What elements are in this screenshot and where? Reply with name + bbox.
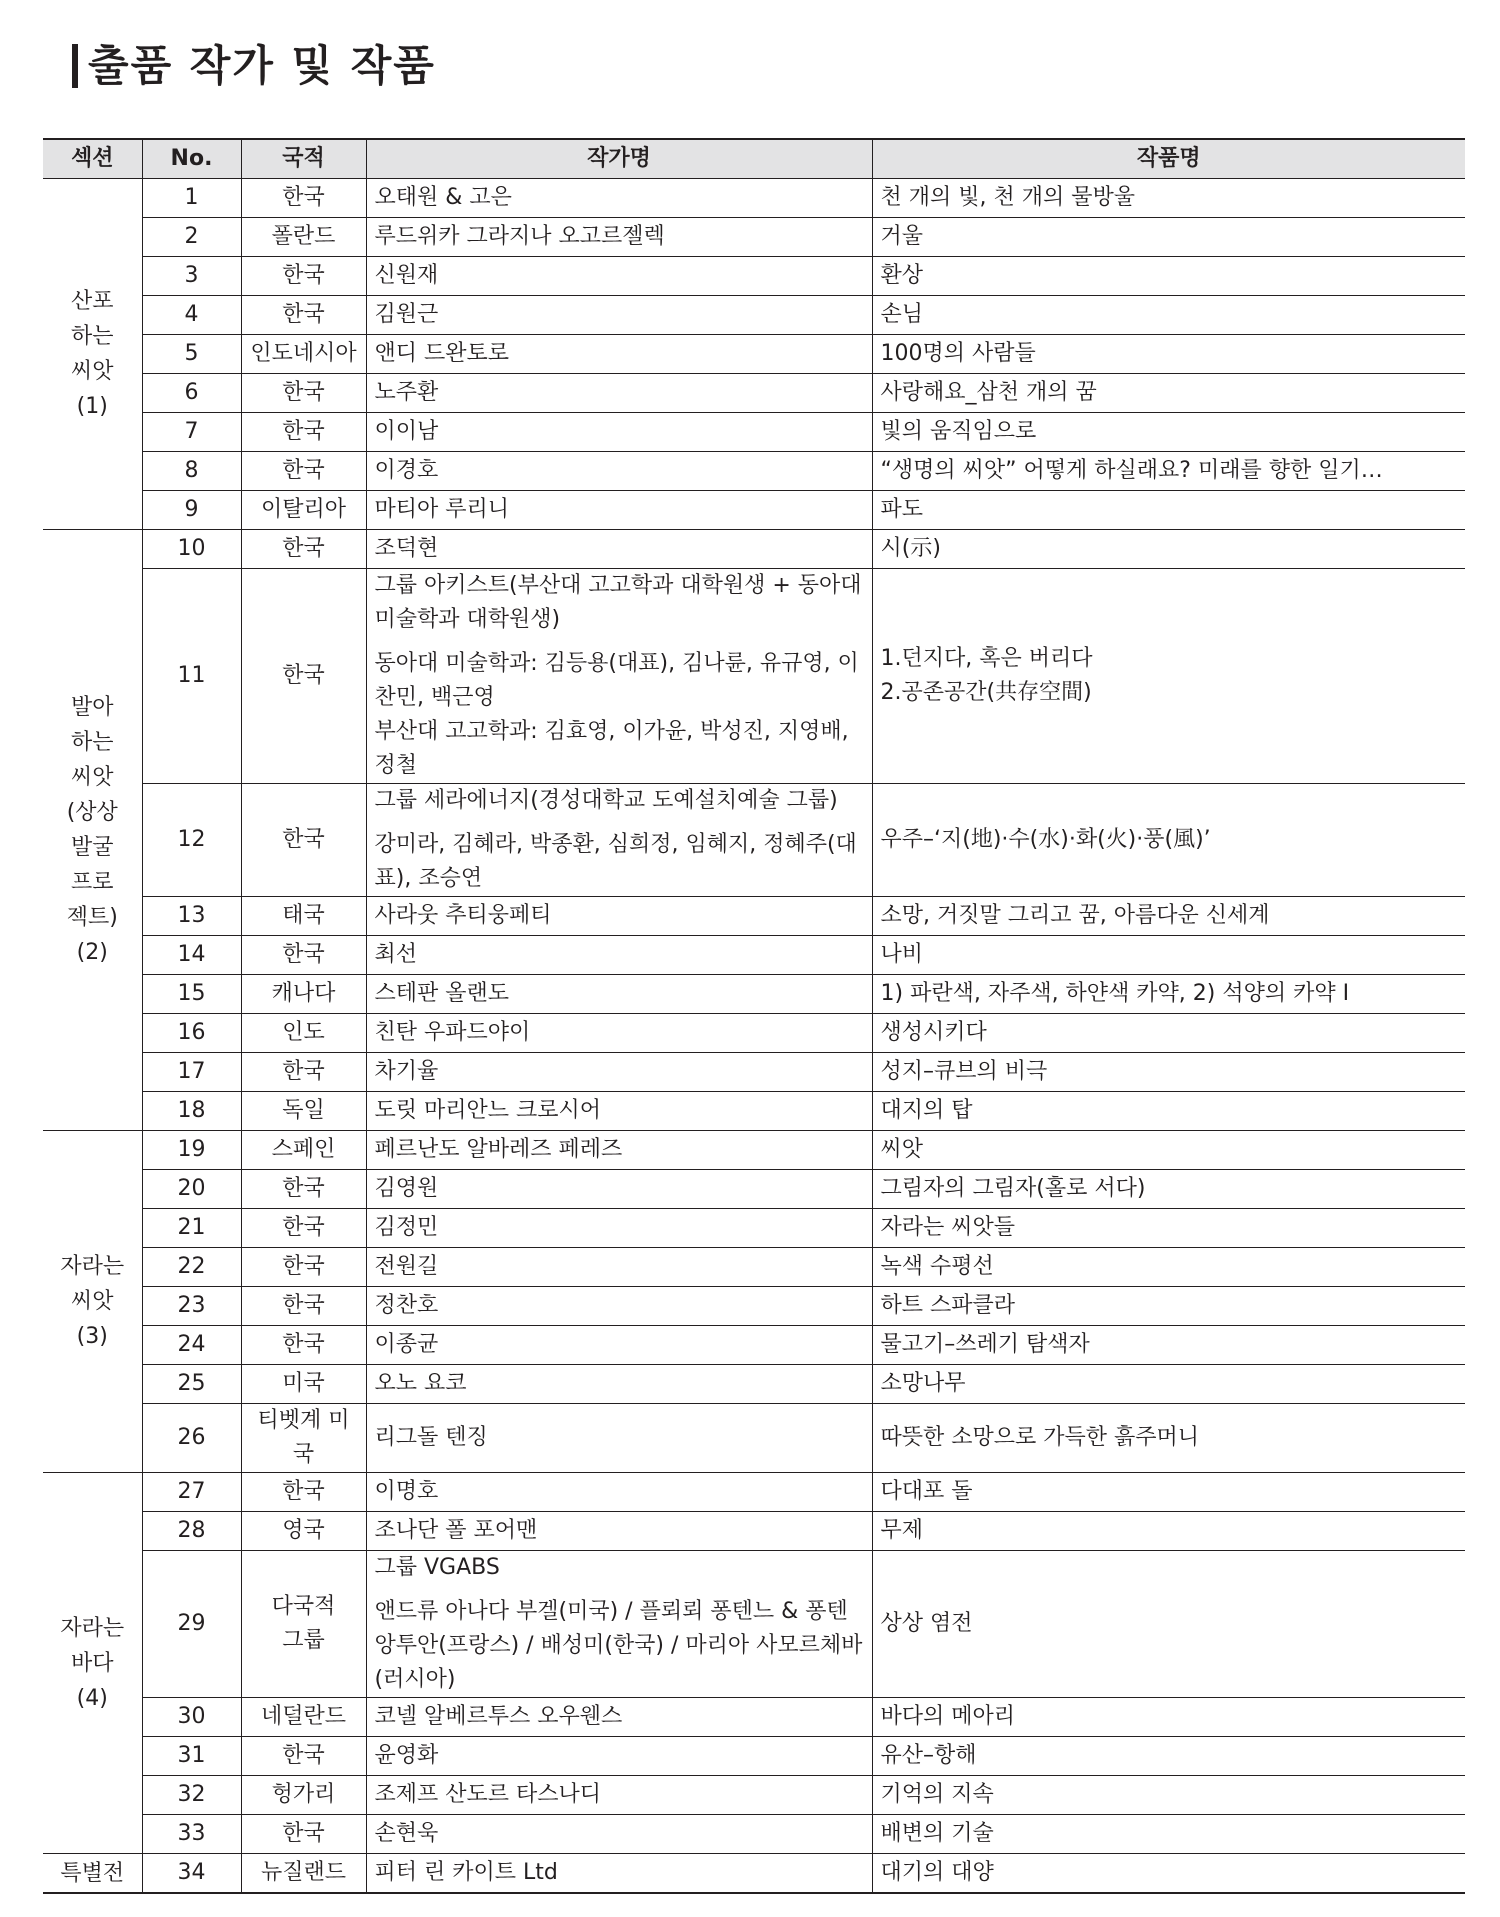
work-title-line: 상상 염전 [880,1611,973,1636]
row-number: 13 [142,897,241,936]
artist-name: 이명호 [366,1473,872,1512]
row-number: 26 [142,1404,241,1473]
nationality: 한국 [241,530,366,569]
row-number: 31 [142,1737,241,1776]
nationality: 한국 [241,1737,366,1776]
table-body [43,179,1465,1894]
nationality: 한국 [241,1815,366,1854]
table-row [43,1473,1465,1512]
row-number: 5 [142,335,241,374]
work-title: 나비 [872,936,1465,975]
work-title: 따뜻한 소망으로 가득한 흙주머니 [872,1404,1465,1473]
work-title: “생명의 씨앗” 어떻게 하실래요? 미래를 향한 일기… [872,452,1465,491]
row-number: 28 [142,1512,241,1551]
table-row [43,1326,1465,1365]
section-label: 발아 하는 씨앗 (상상 발굴 프로 젝트) (2) [43,530,142,1131]
artist-group-name: 그룹 세라에너지(경성대학교 도예설치예술 그룹) [374,788,838,813]
table-row [43,257,1465,296]
table-row [43,1512,1465,1551]
work-title [872,569,1465,784]
row-number: 15 [142,975,241,1014]
row-number: 17 [142,1053,241,1092]
nationality: 영국 [241,1512,366,1551]
nationality: 한국 [241,452,366,491]
table-row [43,296,1465,335]
row-number: 4 [142,296,241,335]
header-row [43,139,1465,179]
artist-member-line: 부산대 고고학과: 김효영, 이가윤, 박성진, 지영배, 정철 [374,719,849,778]
row-number: 1 [142,179,241,218]
table-row [43,1287,1465,1326]
work-title: 생성시키다 [872,1014,1465,1053]
header-artist: 작가명 [366,139,872,179]
nationality: 한국 [241,413,366,452]
row-number: 9 [142,491,241,530]
work-title: 그림자의 그림자(홀로 서다) [872,1170,1465,1209]
artist-name [366,569,872,784]
work-title: 거울 [872,218,1465,257]
row-number: 21 [142,1209,241,1248]
artist-name: 오노 요코 [366,1365,872,1404]
work-title [872,1551,1465,1698]
table-row [43,784,1465,897]
row-number: 30 [142,1698,241,1737]
artist-member-line: 앤드류 아나다 부겔(미국) / 플뢰뢰 퐁텐느 & 퐁텐 앙투안(프랑스) / 배성미(한국) / 마리아 사모르체바(러시아) [374,1599,863,1692]
nationality: 한국 [241,1473,366,1512]
nationality: 태국 [241,897,366,936]
row-number: 19 [142,1131,241,1170]
work-title: 사랑해요_삼천 개의 꿈 [872,374,1465,413]
table-row [43,1365,1465,1404]
table-row [43,530,1465,569]
artist-name: 김정민 [366,1209,872,1248]
work-title: 물고기–쓰레기 탐색자 [872,1326,1465,1365]
artist-name: 이이남 [366,413,872,452]
header-section: 섹션 [43,139,142,179]
table-row [43,569,1465,784]
nationality: 미국 [241,1365,366,1404]
row-number: 7 [142,413,241,452]
table-row [43,1014,1465,1053]
title-bar [72,44,78,88]
nationality: 한국 [241,179,366,218]
row-number: 10 [142,530,241,569]
artist-name: 코넬 알베르투스 오우웬스 [366,1698,872,1737]
section-label: 자라는 바다 (4) [43,1473,142,1854]
artist-name: 루드위카 그라지나 오고르젤렉 [366,218,872,257]
table-row [43,1092,1465,1131]
nationality: 독일 [241,1092,366,1131]
work-title: 바다의 메아리 [872,1698,1465,1737]
page-title [72,36,436,96]
table-row [43,1854,1465,1894]
artist-name: 정찬호 [366,1287,872,1326]
row-number: 18 [142,1092,241,1131]
artist-name: 차기율 [366,1053,872,1092]
artist-name: 조덕현 [366,530,872,569]
artist-name: 피터 린 카이트 Ltd [366,1854,872,1894]
artist-name: 친탄 우파드야이 [366,1014,872,1053]
nationality: 인도네시아 [241,335,366,374]
work-title: 시(示) [872,530,1465,569]
artist-name: 노주환 [366,374,872,413]
nationality: 한국 [241,1209,366,1248]
artist-name [366,784,872,897]
row-number: 3 [142,257,241,296]
table-row [43,1698,1465,1737]
row-number: 12 [142,784,241,897]
row-number: 29 [142,1551,241,1698]
nationality: 한국 [241,1287,366,1326]
artist-name: 윤영화 [366,1737,872,1776]
nationality: 헝가리 [241,1776,366,1815]
work-title [872,784,1465,897]
row-number: 23 [142,1287,241,1326]
artist-name: 마티아 루리니 [366,491,872,530]
table-row [43,1053,1465,1092]
table-row [43,975,1465,1014]
work-title: 무제 [872,1512,1465,1551]
artist-name: 앤디 드완토로 [366,335,872,374]
table-row [43,1131,1465,1170]
artist-name: 리그돌 텐징 [366,1404,872,1473]
works-table [43,138,1465,1894]
work-title: 환상 [872,257,1465,296]
work-title: 소망나무 [872,1365,1465,1404]
page-title-text: 출품 작가 및 작품 [88,41,436,90]
row-number: 32 [142,1776,241,1815]
nationality: 다국적 그룹 [241,1551,366,1698]
work-title: 천 개의 빛, 천 개의 물방울 [872,179,1465,218]
header-no: No. [142,139,241,179]
work-title: 유산–항해 [872,1737,1465,1776]
section-label: 자라는 씨앗 (3) [43,1131,142,1473]
nationality: 티벳계 미국 [241,1404,366,1473]
row-number: 33 [142,1815,241,1854]
artist-name: 이경호 [366,452,872,491]
nationality: 한국 [241,569,366,784]
header-work: 작품명 [872,139,1465,179]
artist-name: 스테판 올랜도 [366,975,872,1014]
row-number: 16 [142,1014,241,1053]
nationality: 한국 [241,936,366,975]
nationality: 스페인 [241,1131,366,1170]
work-title: 다대포 돌 [872,1473,1465,1512]
table-row [43,936,1465,975]
work-title-line: 2.공존공간(共存空間) [880,680,1092,705]
work-title: 배변의 기술 [872,1815,1465,1854]
nationality: 한국 [241,374,366,413]
row-number: 2 [142,218,241,257]
work-title: 대지의 탑 [872,1092,1465,1131]
work-title: 녹색 수평선 [872,1248,1465,1287]
artist-name: 사라웃 추티웅페티 [366,897,872,936]
work-title: 1) 파란색, 자주색, 하얀색 카약, 2) 석양의 카약 Ⅰ [872,975,1465,1014]
work-title: 기억의 지속 [872,1776,1465,1815]
artist-name: 최선 [366,936,872,975]
artist-name: 전원길 [366,1248,872,1287]
nationality: 한국 [241,257,366,296]
row-number: 22 [142,1248,241,1287]
row-number: 14 [142,936,241,975]
row-number: 34 [142,1854,241,1894]
section-label: 특별전 [43,1854,142,1894]
work-title: 빛의 움직임으로 [872,413,1465,452]
artist-group-name: 그룹 아키스트(부산대 고고학과 대학원생 + 동아대 미술학과 대학원생) [374,573,862,632]
artist-group-name: 그룹 VGABS [374,1555,500,1580]
artist-name: 신원재 [366,257,872,296]
nationality: 한국 [241,296,366,335]
table-row [43,413,1465,452]
row-number: 20 [142,1170,241,1209]
table-row [43,1815,1465,1854]
table-row [43,1737,1465,1776]
row-number: 6 [142,374,241,413]
artist-name: 오태원 & 고은 [366,179,872,218]
table-row [43,491,1465,530]
table-row [43,218,1465,257]
header-nation: 국적 [241,139,366,179]
artist-member-line: 동아대 미술학과: 김등용(대표), 김나륜, 유규영, 이찬민, 백근영 [374,651,859,710]
table-row [43,179,1465,218]
table-row [43,374,1465,413]
artist-name: 페르난도 알바레즈 페레즈 [366,1131,872,1170]
table-row [43,1776,1465,1815]
artist-name: 손현욱 [366,1815,872,1854]
artist-name: 조나단 폴 포어맨 [366,1512,872,1551]
row-number: 8 [142,452,241,491]
nationality: 한국 [241,784,366,897]
row-number: 11 [142,569,241,784]
work-title: 소망, 거짓말 그리고 꿈, 아름다운 신세계 [872,897,1465,936]
table-row [43,897,1465,936]
table-row [43,1404,1465,1473]
work-title: 자라는 씨앗들 [872,1209,1465,1248]
nationality: 이탈리아 [241,491,366,530]
nationality: 한국 [241,1326,366,1365]
row-number: 24 [142,1326,241,1365]
work-title-line: 1.던지다, 혹은 버리다 [880,646,1093,671]
table-row [43,1209,1465,1248]
section-label: 산포 하는 씨앗 (1) [43,179,142,530]
artist-member-line: 강미라, 김혜라, 박종환, 심희정, 임혜지, 정혜주(대표), 조승연 [374,832,857,891]
artist-name: 도릿 마리안느 크로시어 [366,1092,872,1131]
work-title: 성지–큐브의 비극 [872,1053,1465,1092]
artist-name: 김원근 [366,296,872,335]
work-title: 손님 [872,296,1465,335]
row-number: 27 [142,1473,241,1512]
table-row [43,335,1465,374]
nationality: 한국 [241,1170,366,1209]
artist-name [366,1551,872,1698]
nationality: 한국 [241,1248,366,1287]
work-title: 대기의 대양 [872,1854,1465,1894]
nationality: 인도 [241,1014,366,1053]
work-title: 씨앗 [872,1131,1465,1170]
artist-name: 김영원 [366,1170,872,1209]
artist-name: 이종균 [366,1326,872,1365]
work-title: 하트 스파클라 [872,1287,1465,1326]
work-title: 파도 [872,491,1465,530]
artist-name: 조제프 산도르 타스나디 [366,1776,872,1815]
table-row [43,1248,1465,1287]
nationality: 한국 [241,1053,366,1092]
table-row [43,1551,1465,1698]
table-row [43,1170,1465,1209]
nationality: 네덜란드 [241,1698,366,1737]
table-row [43,452,1465,491]
work-title-line: 우주–‘지(地)·수(水)·화(火)·풍(風)’ [880,827,1211,852]
row-number: 25 [142,1365,241,1404]
nationality: 뉴질랜드 [241,1854,366,1894]
nationality: 캐나다 [241,975,366,1014]
nationality: 폴란드 [241,218,366,257]
work-title: 100명의 사람들 [872,335,1465,374]
